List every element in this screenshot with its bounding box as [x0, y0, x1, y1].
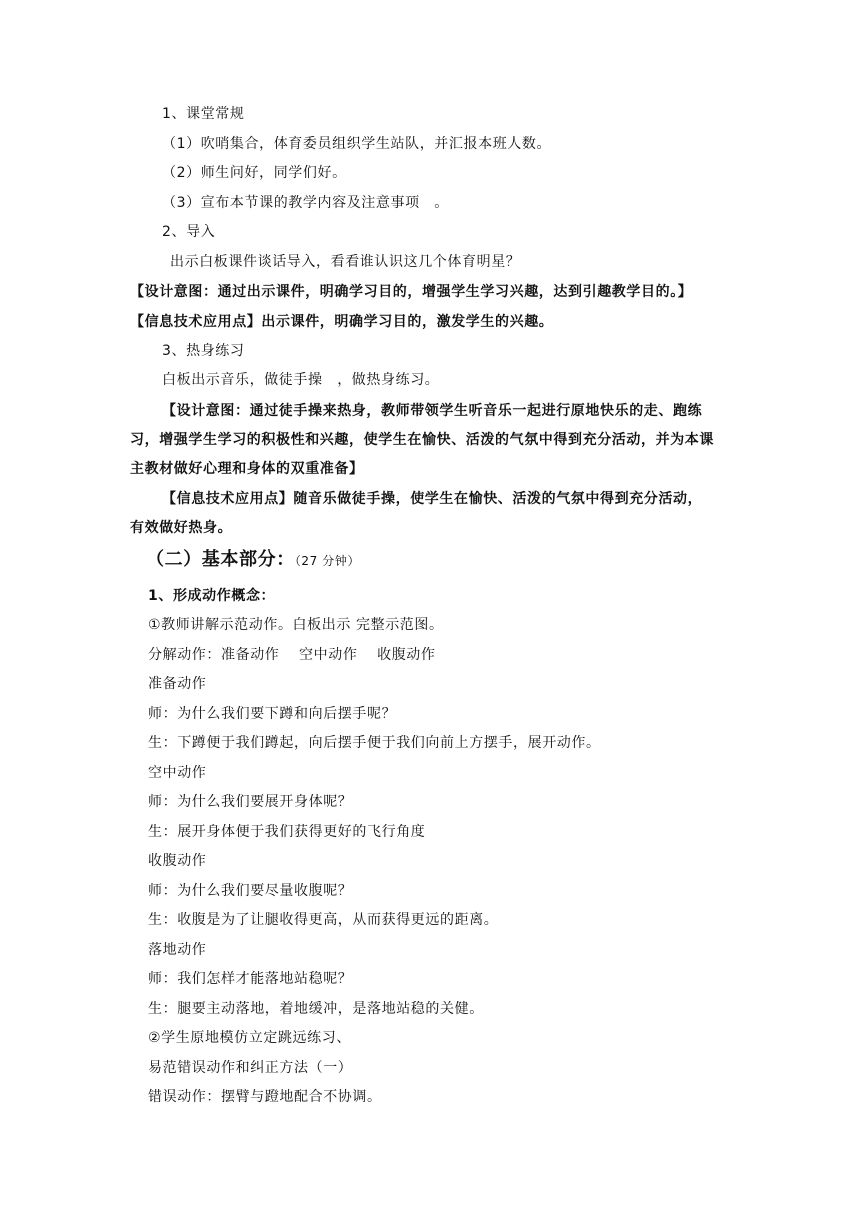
paragraph-introduction: 出示白板课件谈话导入，看看谁认识这几个体育明星？ — [170, 254, 521, 270]
dialog-prep-question: 师：为什么我们要下蹲和向后摆手呢？ — [148, 706, 397, 722]
paragraph-gathering: （1）吹哨集合，体育委员组织学生站队，并汇报本班人数。 — [162, 136, 552, 152]
section-item-class-routine: 1、课堂常规 — [162, 106, 245, 122]
dialog-air-question: 师：为什么我们要展开身体呢？ — [148, 794, 353, 810]
design-intent-2-line-1: 【设计意图：通过徒手操来热身，教师带领学生听音乐一起进行原地快乐的走、跑练 — [162, 403, 703, 419]
subheading-errors: 易范错误动作和纠正方法（一） — [148, 1060, 353, 1076]
section-heading-basic-time: （27 分钟） — [294, 554, 361, 568]
paragraph-error-1: 错误动作：摆臂与蹬地配合不协调。 — [148, 1089, 382, 1105]
section-heading-basic-title: （二）基本部分： — [146, 549, 295, 570]
paragraph-announce: （3）宣布本节课的教学内容及注意事项 。 — [162, 195, 449, 211]
info-tech-point-1: 【信息技术应用点】出示课件，明确学习目的，激发学生的兴趣。 — [130, 314, 554, 330]
paragraph-warmup: 白板出示音乐，做徒手操 ，做热身练习。 — [162, 372, 440, 388]
dialog-abdomen-answer: 生：收腹是为了让腿收得更高，从而获得更远的距离。 — [148, 912, 499, 928]
paragraph-demo: ①教师讲解示范动作。白板出示 完整示范图。 — [148, 617, 444, 633]
section-item-concept: 1、形成动作概念： — [148, 588, 276, 604]
dialog-landing-answer: 生：腿要主动落地，着地缓冲，是落地站稳的关健。 — [148, 1001, 484, 1017]
paragraph-greeting: （2）师生问好，同学们好。 — [162, 165, 347, 181]
info-tech-point-2-line-1: 【信息技术应用点】随音乐做徒手操，使学生在愉快、活泼的气氛中得到充分活动， — [162, 491, 703, 507]
subheading-abdomen: 收腹动作 — [148, 853, 207, 869]
subheading-landing: 落地动作 — [148, 942, 207, 958]
dialog-abdomen-question: 师：为什么我们要尽量收腹呢？ — [148, 883, 353, 899]
design-intent-1: 【设计意图：通过出示课件，明确学习目的，增强学生学习兴趣，达到引趣教学目的。】 — [130, 284, 693, 300]
dialog-prep-answer: 生：下蹲便于我们蹲起，向后摆手便于我们向前上方摆手，展开动作。 — [148, 735, 601, 751]
design-intent-2-line-3: 主教材做好心理和身体的双重准备】 — [130, 461, 364, 477]
design-intent-2-line-2: 习，增强学生学习的积极性和兴趣，使学生在愉快、活泼的气氛中得到充分活动，并为本课 — [130, 432, 714, 448]
subheading-prep: 准备动作 — [148, 676, 207, 692]
section-item-introduction: 2、导入 — [162, 224, 216, 240]
dialog-air-answer: 生：展开身体便于我们获得更好的飞行角度 — [148, 824, 426, 840]
section-heading-basic — [146, 548, 360, 573]
subheading-air: 空中动作 — [148, 765, 207, 781]
paragraph-imitation: ②学生原地模仿立定跳远练习、 — [148, 1030, 351, 1046]
section-item-warmup: 3、热身练习 — [162, 343, 245, 359]
paragraph-decompose: 分解动作：准备动作 空中动作 收腹动作 — [148, 647, 436, 663]
dialog-landing-question: 师：我们怎样才能落地站稳呢？ — [148, 971, 353, 987]
info-tech-point-2-line-2: 有效做好热身。 — [130, 520, 233, 536]
